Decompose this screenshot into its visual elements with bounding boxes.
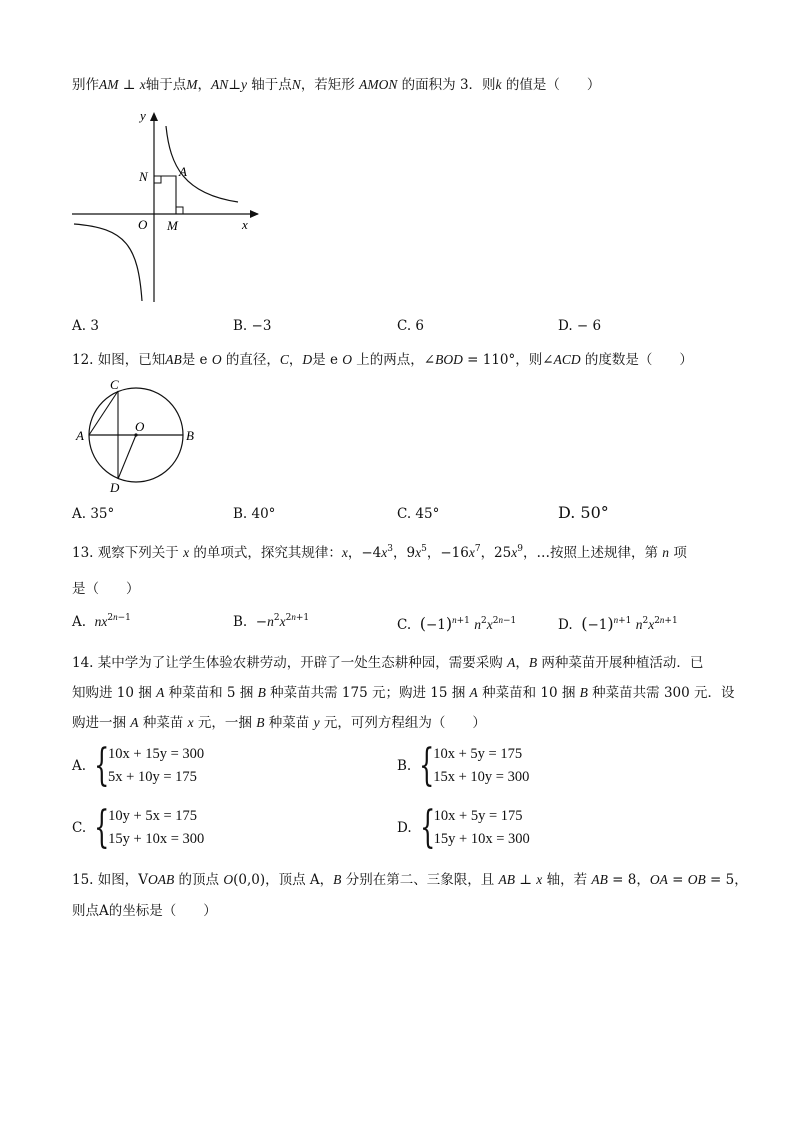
y-axis-arrow bbox=[150, 112, 158, 121]
label-A: A bbox=[179, 164, 187, 179]
q11-option-b[interactable]: B. −3 bbox=[233, 318, 272, 334]
q13-line2: 是（ ） bbox=[72, 581, 140, 597]
q11-option-d[interactable]: D. − 6 bbox=[558, 318, 602, 334]
x-axis-arrow bbox=[250, 210, 259, 218]
label-x: x bbox=[242, 217, 248, 232]
q14-line1: 14. 某中学为了让学生体验农耕劳动，开辟了一处生态耕种园，需要采购 A，B 两种菜苗开展种植活动．已 bbox=[72, 655, 704, 671]
label-A: A bbox=[76, 428, 84, 443]
label-B: B bbox=[186, 428, 194, 443]
brace-icon: { bbox=[94, 740, 110, 791]
radius-OD bbox=[118, 435, 136, 479]
q14-line3: 购进一捆 A 种菜苗 x 元，一捆 B 种菜苗 y 元，可列方程组为（ ） bbox=[72, 715, 486, 731]
right-angle-N bbox=[154, 176, 161, 183]
q14-option-b[interactable]: B. { 10x + 5y = 175 15x + 10y = 300 bbox=[397, 740, 530, 791]
label-y: y bbox=[140, 108, 146, 123]
right-angle-M bbox=[176, 207, 183, 214]
equation: 15y + 10x = 300 bbox=[108, 831, 205, 847]
label-O: O bbox=[135, 419, 145, 434]
q12-option-a[interactable]: A. 35° bbox=[72, 506, 115, 522]
equation: 10y + 5x = 175 bbox=[108, 808, 197, 824]
q13-option-d[interactable]: D. $(-1)^{n+1}$ $n^2x^{2n+1}$ bbox=[558, 614, 678, 633]
chord-CA bbox=[89, 391, 118, 435]
q11-option-a[interactable]: A. 3 bbox=[72, 318, 99, 334]
q15-line2: 则点A的坐标是（ ） bbox=[72, 903, 217, 919]
q11-hyperbola-figure bbox=[66, 106, 266, 306]
label-C: C bbox=[110, 377, 119, 392]
q12-stem: 12. 如图，已知AB是 e O 的直径，C，D是 e O 上的两点，∠BOD = 110°，则∠ACD 的度数是（ ） bbox=[72, 352, 693, 368]
q11-option-c[interactable]: C. 6 bbox=[397, 318, 425, 334]
q15-line1: 15. 如图，VOAB 的顶点 O(0,0)，顶点 A，B 分别在第二、三象限，且 AB ⊥ x 轴，若 AB = 8，OA = OB = 5， bbox=[72, 872, 748, 888]
rectangle-AMON bbox=[154, 176, 176, 214]
q12-option-d[interactable]: D. 50° bbox=[558, 503, 609, 522]
equation: 10x + 15y = 300 bbox=[108, 746, 205, 762]
q14-option-c[interactable]: C. { 10y + 5x = 175 15y + 10x = 300 bbox=[72, 802, 205, 853]
q14-option-d[interactable]: D. { 10x + 5y = 175 15y + 10x = 300 bbox=[397, 802, 530, 853]
label-N: N bbox=[139, 169, 148, 184]
brace-icon: { bbox=[419, 802, 436, 853]
q13-option-b[interactable]: B. $-n^2x^{2n+1}$ bbox=[233, 612, 310, 630]
q12-option-b[interactable]: B. 40° bbox=[233, 506, 276, 522]
label-D: D bbox=[110, 480, 120, 494]
equation: 10x + 5y = 175 bbox=[433, 746, 523, 762]
q12-option-c[interactable]: C. 45° bbox=[397, 506, 440, 522]
q13-line1: 13. 观察下列关于 x 的单项式，探究其规律：x，$-4x^3$，$9x^5$，$-16x^7$，$25x^9$，…按照上述规律，第 n 项 bbox=[72, 544, 687, 561]
label-O: O bbox=[138, 217, 148, 232]
q13-option-a[interactable]: A. $nx^{2n-1}$ bbox=[72, 612, 131, 630]
q14-option-a[interactable]: A. { 10x + 15y = 300 5x + 10y = 175 bbox=[72, 740, 205, 791]
equation: 10x + 5y = 175 bbox=[433, 808, 523, 824]
label-M: M bbox=[167, 218, 178, 233]
brace-icon: { bbox=[94, 802, 110, 853]
q11-stem: 别作AM ⊥ x轴于点M，AN⊥y 轴于点N，若矩形 AMON 的面积为 3．则k 的值是（ ） bbox=[72, 77, 601, 93]
hyperbola-branch-q3 bbox=[74, 224, 142, 301]
q14-line2: 知购进 10 捆 A 种菜苗和 5 捆 B 种菜苗共需 175 元；购进 15 捆 A 种菜苗和 10 捆 B 种菜苗共需 300 元．设 bbox=[72, 685, 735, 701]
brace-icon: { bbox=[419, 740, 435, 791]
equation: 5x + 10y = 175 bbox=[108, 769, 197, 785]
equation: 15y + 10x = 300 bbox=[433, 831, 530, 847]
hyperbola-branch-q1 bbox=[166, 126, 238, 202]
equation: 15x + 10y = 300 bbox=[433, 769, 530, 785]
q13-option-c[interactable]: C. $(-1)^{n+1}$ $n^2x^{2n-1}$ bbox=[397, 614, 517, 633]
q12-circle-figure bbox=[72, 376, 204, 494]
